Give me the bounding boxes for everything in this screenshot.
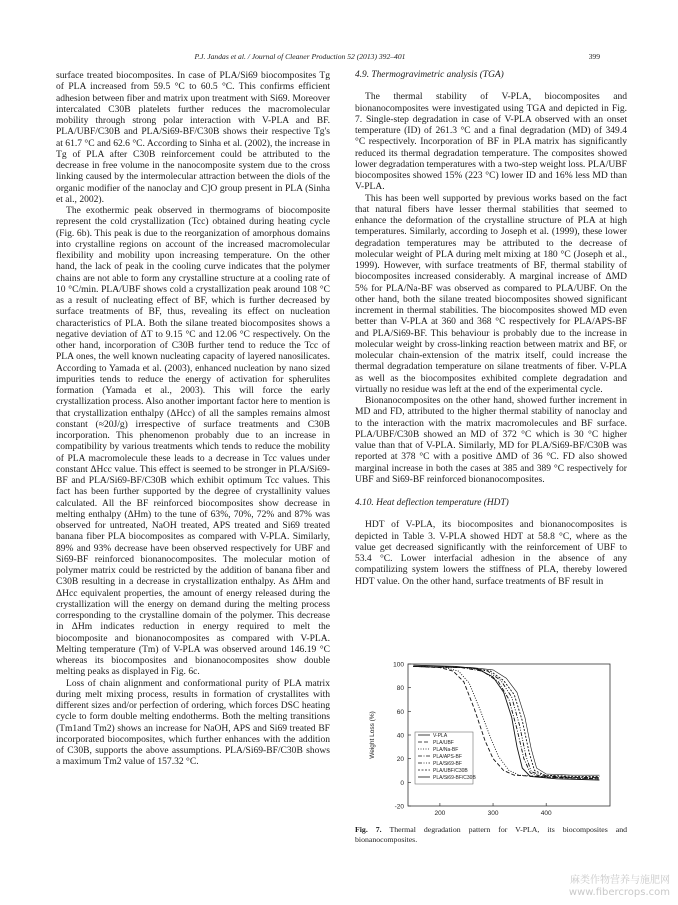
watermark [569, 875, 670, 899]
legend-label: PLA/UBF [433, 740, 454, 746]
y-tick-label: -20 [394, 803, 404, 811]
left-paragraph-2: The exothermic peak observed in thermograms of biocomposite represent the cold crystallization (Tcc) obtained during heating cycle (Fig. 6b). This peak is due to the reorganization of amorphous domains into crystalline regions on account of the increased macromolecular flexibility and mobility upon increasing temperature. On the other hand, the lack of peak in the cooling curve indicates that the polymer chains are not able to form any crystalline structure at a cooling rate of 10 °C/min. PLA/UBF shows cold a crystallization peak around 108 °C as a result of nucleating effect of BF, which is further decreased by surface treatments of BF, thus, revealing its effect on nucleation characteristics of PLA. Both the silane treated biocomposites shows a negative deviation of ΔT to 9.15 °C and 12.06 °C respectively. On the other hand, incorporation of C30B further tend to reduce the Tcc of PLA ones, the well known nucleating capacity of layered nanosilicates. According to Yamada et al. (2003), enhanced nucleation by nano sized impurities tends to reduce the energy of activation for spherulites formation (Yamada et al., 2003). This will force the early crystallization process. Also another important factor here to mention is that crystallization enthalpy (ΔHcc) of all the samples remains almost constant (≈20J/g) irrespective of surface treatments and C30B incorporation. This phenomenon probably due to an increase in compatibility by various treatments which tends to reduce the mobility of PLA macromolecule these leads to a decrease in Tcc values under constant ΔHcc value. This effect is seemed to be stronger in PLA/Si69-BF and PLA/Si69-BF/C30B which exhibit optimum Tcc values. This fact has been further supported by the degree of crystallinity values calculated. All the BF reinforced biocomposites show decrease in melting enthalpy (ΔHm) to the tune of 63%, 70%, 72% and 87% was observed for untreated, NaOH treated, APS treated and Si69 treated banana fiber PLA biocomposites as compared with V-PLA. Similarly, 89% and 93% decrease have been observed respectively for UBF and Si69-BF reinforced bionanocomposites. The molecular motion of polymer matrix could be restricted by the addition of banana fiber and C30B resulting in a decrease in crystallization enthalpy. As ΔHm and ΔHcc equivalent properties, the amount of energy released during the crystallization will the energy on demand during the melting process corresponding to the crystalline domain of the polymer. This decrease in ΔHm indicates reduction in energy required to melt the biocomposite and bionanocomposites as compared with V-PLA. Melting temperature (Tm) of V-PLA was observed around 146.19 °C whereas its biocomposites and bionanocomposites show double melting peaks as displayed in Fig. 6c. [56, 205, 330, 678]
right-paragraph-3: Bionanocomposites on the other hand, showed further increment in MD and FD, attributed to the higher thermal stability of nanoclay and to the interaction with the matrix macromolecules and BF surface. PLA/UBF/C30B showed an MD of 372 °C which is 30 °C higher value than that of V-PLA. Similarly, MD for PLA/Si69-BF/C30B was reported at 378 °C with a positive ΔMD of 36 °C. FD also showed marginal increase in both the cases at 385 and 389 °C respectively for UBF and Si69-BF reinforced bionanocomposites. [355, 395, 627, 485]
running-title: P.J. Jandas et al. / Journal of Cleaner Production 52 (2013) 392–401 [194, 52, 406, 61]
legend-label: PLA/UBF/C30B [433, 768, 468, 774]
left-column [56, 70, 330, 768]
legend-label: PLA/Na-BF [433, 747, 459, 753]
right-paragraph-2: This has been well supported by previous works based on the fact that natural fibers have lesser thermal stabilities that seemed to enhance the deformation of the crystalline structure of PLA at high temperatures. Similarly, according to Joseph et al. (1999), these lower degradation temperatures may be attributed to the decrease of molecular weight of PLA during melt mixing at 180 °C (Joseph et al., 1999). However, with surface treatments of BF, thermal stability of biocomposites increased considerably. A marginal increase of ΔMD 5% for PLA/Na-BF was observed as compared to PLA/UBF. On the other hand, both the silane treated biocomposites showed significant increment in thermal stabilities. The biocomposites showed MD even better than V-PLA at 360 and 368 °C respectively for PLA/APS-BF and PLA/Si69-BF. This behaviour is probably due to the increase in molecular weight by cross-linking reaction between matrix and BF, or molecular chain-extension of the matrix itself, could increase the thermal degradation temperature on silane treatments of fiber. V-PLA as well as the biocomposites exhibited complete degradation and virtually no residue was left at the end of the experimental cycle. [355, 192, 627, 395]
x-tick-label: 200 [434, 810, 446, 817]
x-tick-label: 400 [540, 810, 552, 817]
y-axis-label: Weight Loss (%) [369, 711, 376, 759]
figure-caption-text: Thermal degradation pattern for V-PLA, its biocomposites and bionanocomposites. [355, 825, 627, 844]
y-tick-label: 60 [396, 708, 404, 716]
figure-caption [355, 825, 627, 845]
y-tick-label: 0 [400, 779, 404, 787]
right-paragraph-1: The thermal stability of V-PLA, biocomposites and bionanocomposites were investigated using TGA and depicted in Fig. 7. Single-step degradation in case of V-PLA observed with an onset temperature (ID) of 261.3 °C and a final degradation (MD) of 349.4 °C respectively. Incorporation of BF in PLA matrix has significantly reduced its thermal degradation temperature. The composites showed lower degradation temperatures with a two-step weight loss. PLA/UBF biocomposites showed 15% (223 °C) lower ID and 16% less MD than V-PLA. [355, 91, 627, 193]
page-number: 399 [588, 52, 600, 61]
figure-caption-label: Fig. 7. [355, 825, 382, 834]
right-column [355, 70, 627, 587]
legend-label: PLA/Si69-BF/C30B [433, 775, 476, 781]
y-tick-label: 80 [396, 685, 404, 693]
running-header [0, 52, 678, 66]
left-paragraph-3: Loss of chain alignment and conformational purity of PLA matrix during melt mixing process, results in formation of crystallites with different sizes and/or perfection of ordering, which forces DSC heating cycle to form double melting endotherms. Both the melting transitions (Tm1and Tm2) shows an increase for NaOH, APS and Si69 treated BF incorporated biocomposites, which further enhances with the addition of C30B, supports the above assumptions. PLA/Si69-BF/C30B shows a maximum Tm2 value of 157.32 °C. [56, 677, 330, 768]
watermark-line-1: 麻类作物营养与施肥网 [570, 875, 670, 886]
legend-label: PLA/APS-BF [433, 754, 462, 760]
legend-label: V-PLA [433, 733, 448, 739]
section-heading-tga: 4.9. Thermogravimetric analysis (TGA) [355, 70, 504, 80]
section-heading-hdt: 4.10. Heat deflection temperature (HDT) [355, 498, 509, 508]
x-tick-label: 300 [487, 810, 499, 817]
tga-figure [360, 656, 620, 826]
watermark-line-2: www.fibercrops.com [568, 887, 670, 898]
tga-chart [360, 656, 620, 826]
legend-label: PLA/Si69-BF [433, 761, 462, 767]
y-tick-label: 100 [393, 661, 404, 669]
left-paragraph-1: surface treated biocomposites. In case of PLA/Si69 biocomposites Tg of PLA increased from 59.5 °C to 60.5 °C. This confirms efficient adhesion between fiber and matrix upon treatment with Si69. Moreover intercalated C30B platelets further reduces the macromolecular mobility through strong polar interaction with V-PLA and BF. PLA/UBF/C30B and PLA/Si69-BF/C30B shows their respective Tg's at 61.7 °C and 62.6 °C. According to Sinha et al. (2002), the increase in Tg of PLA after C30B reinforcement could be attributed to the decrease in free volume in the nanocomposite system due to the cross linking caused by the intermolecular attraction between the diols of the organic modifier of the nanoclay and C]O group present in PLA (Sinha et al., 2002). [56, 70, 330, 205]
right-paragraph-4: HDT of V-PLA, its biocomposites and bionanocomposites is depicted in Table 3. V-PLA showed HDT at 58.8 °C, where as the value get decreased significantly with the reinforcement of UBF to 53.4 °C. Lower interfacial adhesion in the absence of any compatilizing system lowers the stiffness of PLA, thereby lowered HDT value. On the other hand, surface treatments of BF result in [355, 519, 627, 587]
y-tick-label: 20 [396, 756, 404, 764]
y-tick-label: 40 [396, 732, 404, 740]
